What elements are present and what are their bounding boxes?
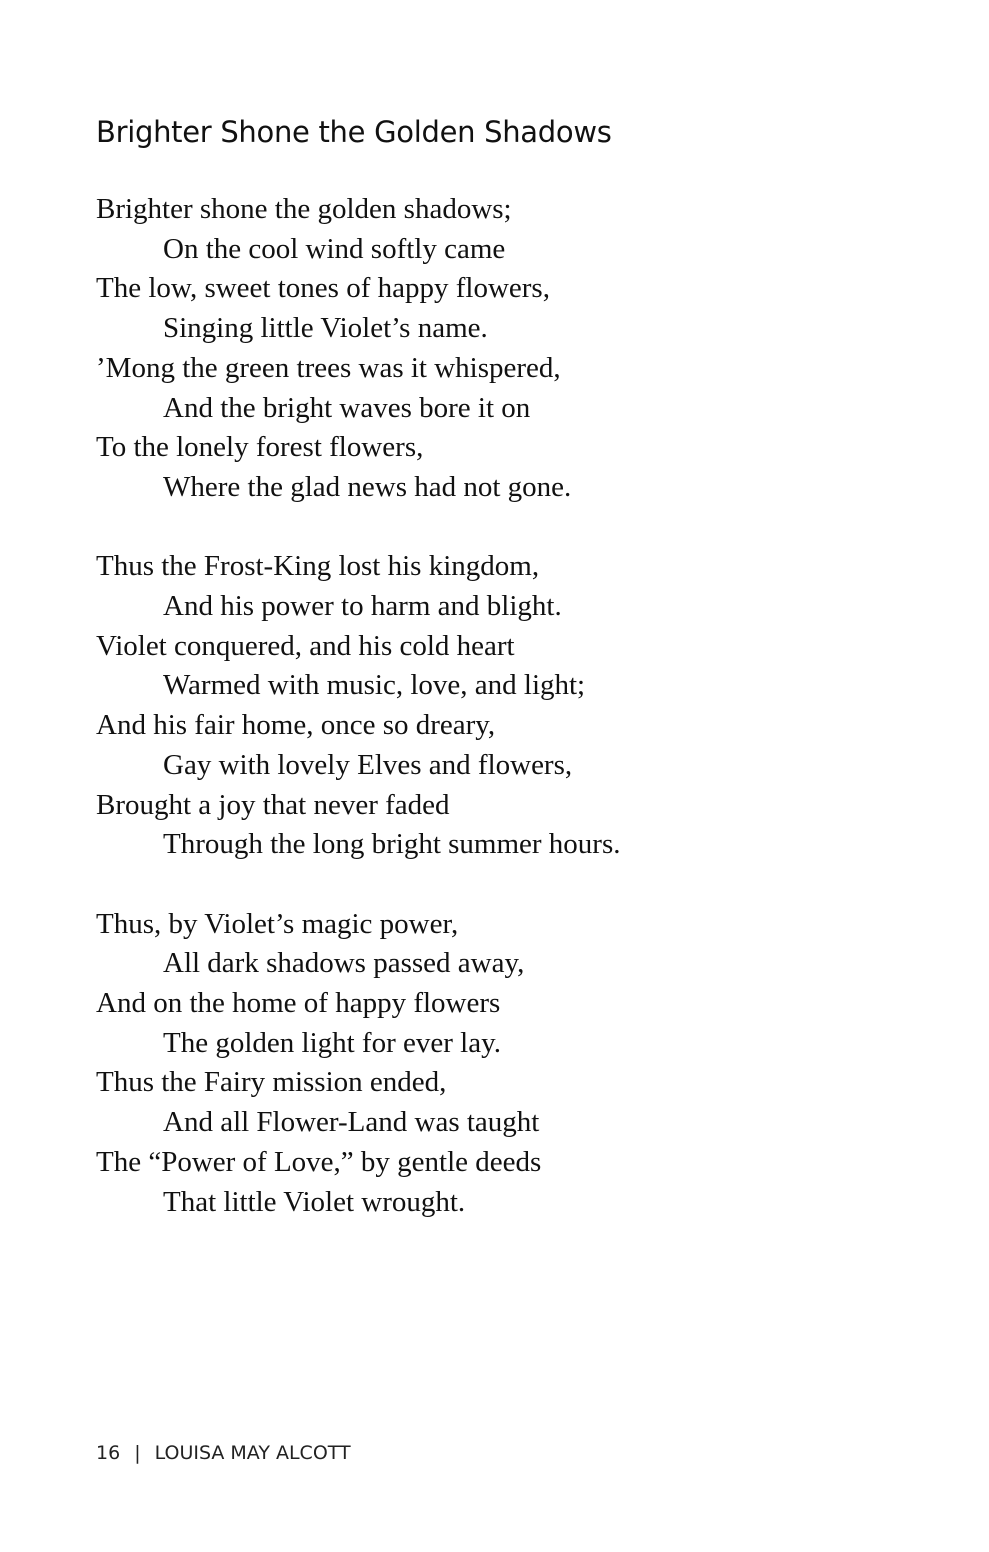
poem-line: Where the glad news had not gone. bbox=[163, 470, 572, 503]
poem-line: That little Violet wrought. bbox=[163, 1185, 466, 1218]
poem-line: Singing little Violet’s name. bbox=[163, 312, 488, 345]
poem-line: ’Mong the green trees was it whispered, bbox=[96, 351, 561, 384]
poem-line: Thus the Frost-King lost his kingdom, bbox=[96, 550, 540, 583]
poem-line: The “Power of Love,” by gentle deeds bbox=[96, 1145, 542, 1178]
poem-line: The golden light for ever lay. bbox=[163, 1026, 501, 1059]
poem-line: Through the long bright summer hours. bbox=[163, 828, 621, 861]
stanza-3 bbox=[96, 905, 896, 1223]
poem-line: Thus the Fairy mission ended, bbox=[96, 1066, 447, 1099]
poem-line: On the cool wind softly came bbox=[163, 232, 506, 265]
poem-line: And his power to harm and blight. bbox=[163, 590, 562, 623]
poem-line: Thus, by Violet’s magic power, bbox=[96, 907, 459, 940]
poem-line: The low, sweet tones of happy flowers, bbox=[96, 272, 550, 305]
stanza-1 bbox=[96, 190, 896, 508]
poem-line: And all Flower-Land was taught bbox=[163, 1106, 540, 1139]
poem-line: And on the home of happy flowers bbox=[96, 987, 501, 1020]
poem-line: Violet conquered, and his cold heart bbox=[96, 629, 515, 662]
poem-title: Brighter Shone the Golden Shadows bbox=[96, 115, 612, 149]
stanza-2 bbox=[96, 547, 896, 865]
poem-body bbox=[96, 190, 896, 1262]
poem-line: All dark shadows passed away, bbox=[163, 947, 525, 980]
footer-separator: | bbox=[134, 1442, 141, 1464]
poem-line: And his fair home, once so dreary, bbox=[96, 709, 496, 742]
poem-line: Brought a joy that never faded bbox=[96, 788, 450, 821]
poem-line: And the bright waves bore it on bbox=[163, 391, 531, 424]
page-footer bbox=[96, 1440, 351, 1466]
poem-line: Brighter shone the golden shadows; bbox=[96, 193, 512, 225]
poem-line: Warmed with music, love, and light; bbox=[163, 669, 586, 702]
author-name: LOUISA MAY ALCOTT bbox=[154, 1442, 351, 1464]
page-number: 16 bbox=[96, 1442, 121, 1464]
poem-line: Gay with lovely Elves and flowers, bbox=[163, 748, 573, 781]
poem-line: To the lonely forest flowers, bbox=[96, 431, 424, 464]
